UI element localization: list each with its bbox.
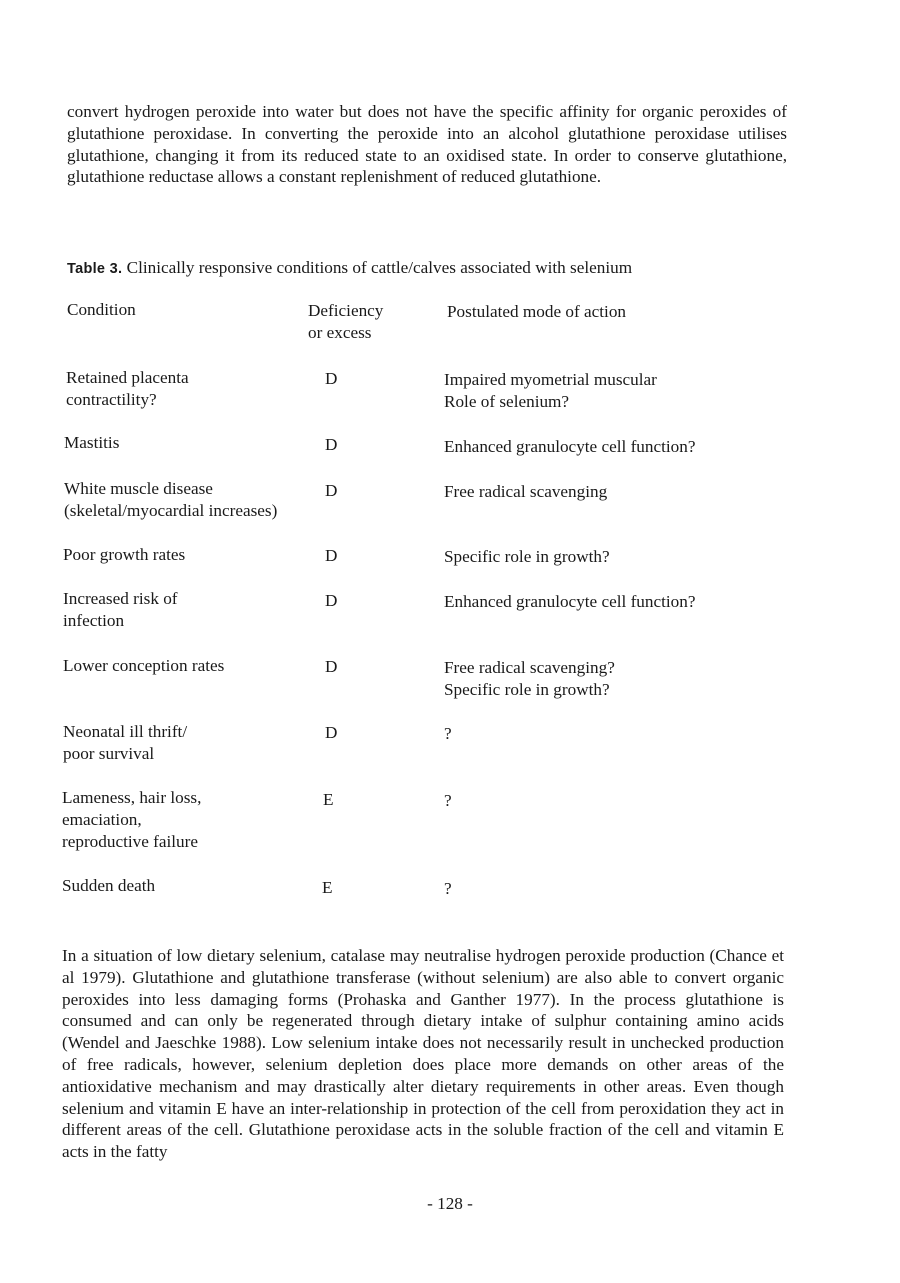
table-label: Table 3.	[67, 261, 123, 277]
row-mode: Free radical scavenging? Specific role in growth?	[444, 658, 615, 699]
row-mode: Impaired myometrial muscular Role of selenium?	[444, 370, 657, 411]
body-paragraph-bottom: In a situation of low dietary selenium, catalase may neutralise hydrogen peroxide production (Chance et al 1979). Glutathione and glutathione transferase (without selenium) are also able to convert organic peroxides into less damaging forms (Prohaska and Ganther 1977). In the process glutathione is consumed and can only be regenerated through dietary intake of sulphur containing amino acids (Wendel and Jaeschke 1988). Low selenium intake does not necessarily result in unchecked production of free radicals, however, selenium depletion does place more demands on other areas of the antioxidative mechanism and may drastically alter dietary requirements in other areas. Even though selenium and vitamin E have an inter-relationship in protection of the cell from peroxidation they act in different areas of the cell. Glutathione peroxidase acts in the soluble fraction of the cell and vitamin E acts in the fatty	[62, 946, 784, 1162]
row-condition: Lameness, hair loss, emaciation, reproductive failure	[62, 788, 202, 851]
row-condition: Neonatal ill thrift/ poor survival	[63, 722, 188, 763]
row-mode: ?	[444, 879, 452, 898]
row-deficiency: D	[325, 546, 338, 565]
row-condition: Lower conception rates	[63, 656, 225, 675]
row-mode: Specific role in growth?	[444, 547, 610, 566]
row-condition: Poor growth rates	[63, 545, 186, 564]
row-condition: Retained placenta contractility?	[66, 368, 189, 409]
row-deficiency: D	[325, 657, 338, 676]
row-deficiency: D	[325, 435, 338, 454]
row-condition: White muscle disease (skeletal/myocardial increases)	[64, 479, 278, 520]
row-deficiency: E	[322, 878, 333, 897]
row-condition: Sudden death	[62, 876, 156, 895]
row-mode: Enhanced granulocyte cell function?	[444, 437, 696, 456]
row-mode: Enhanced granulocyte cell function?	[444, 592, 696, 611]
header-condition: Condition	[67, 300, 136, 319]
table-caption	[67, 257, 632, 280]
row-mode: ?	[444, 724, 452, 743]
header-deficiency: Deficiency or excess	[308, 301, 384, 342]
page-number: - 128 -	[427, 1194, 473, 1213]
body-paragraph-top: convert hydrogen peroxide into water but does not have the specific affinity for organic peroxides of glutathione peroxidase. In converting the peroxide into an alcohol glutathione peroxidase utilises glutathione, changing it from its reduced state to an oxidised state. In order to conserve glutathione, glutathione reductase allows a constant replenishment of reduced glutathione.	[67, 102, 787, 187]
row-deficiency: E	[323, 790, 334, 809]
row-mode: Free radical scavenging	[444, 482, 608, 501]
header-mode: Postulated mode of action	[447, 302, 627, 321]
row-condition: Increased risk of infection	[63, 589, 178, 630]
row-deficiency: D	[325, 723, 338, 742]
row-condition: Mastitis	[64, 433, 120, 452]
row-deficiency: D	[325, 369, 338, 388]
table-caption-text: Clinically responsive conditions of cattle/calves associated with selenium	[126, 258, 633, 277]
row-deficiency: D	[325, 481, 338, 500]
row-mode: ?	[444, 791, 452, 810]
row-deficiency: D	[325, 591, 338, 610]
